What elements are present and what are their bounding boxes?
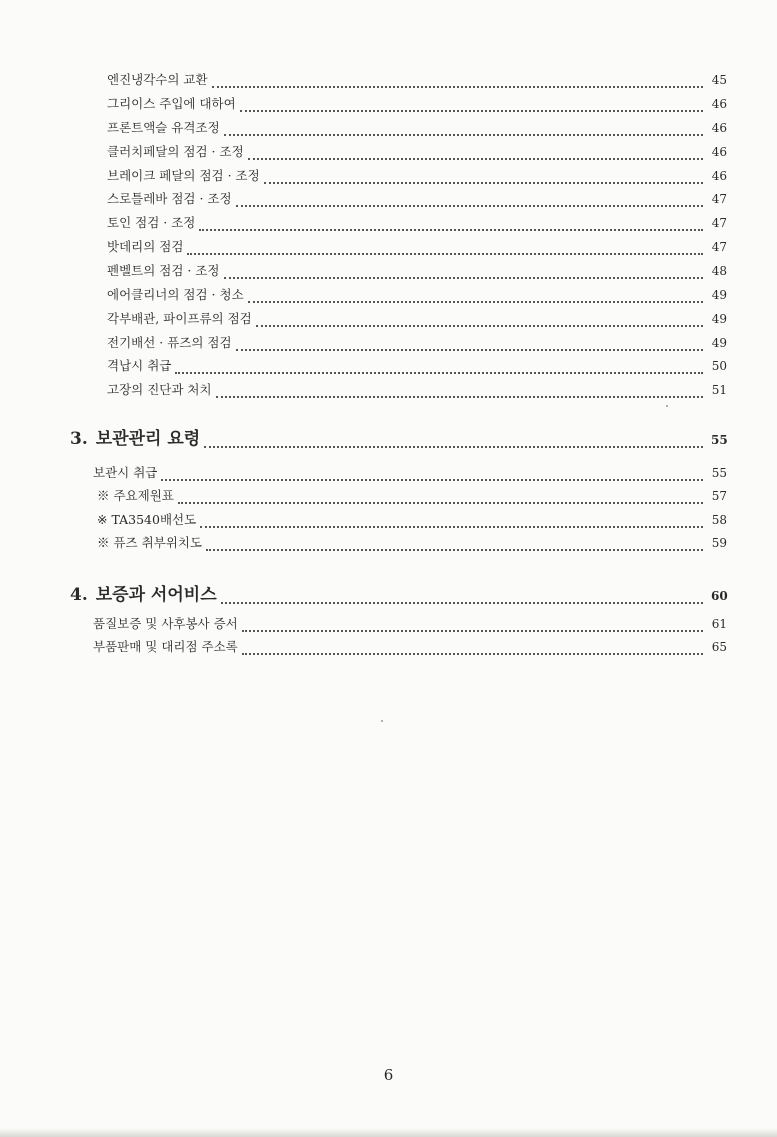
toc-entry-page: 61 bbox=[711, 617, 727, 631]
toc-entry bbox=[107, 333, 727, 355]
toc-entry bbox=[93, 614, 727, 636]
toc-entry bbox=[107, 261, 727, 283]
leader-dots bbox=[161, 479, 703, 481]
toc-entry bbox=[107, 356, 727, 378]
leader-dots bbox=[248, 158, 703, 160]
toc-entry-title: 브레이크 페달의 점검 · 조정 bbox=[107, 168, 260, 183]
toc-entry-title: 품질보증 및 사후봉사 증서 bbox=[93, 616, 238, 631]
toc-entry-title: 엔진냉각수의 교환 bbox=[107, 72, 208, 87]
section-heading-title bbox=[70, 424, 204, 449]
toc-entry-page: 47 bbox=[711, 216, 727, 230]
leader-dots bbox=[224, 134, 703, 136]
page-number: 6 bbox=[383, 1066, 394, 1084]
section-number: 4. bbox=[70, 585, 88, 605]
toc-entry-title: 에어클리너의 점검 · 청소 bbox=[107, 287, 244, 302]
toc-entry-page: 49 bbox=[711, 312, 727, 326]
toc-entry-page: 55 bbox=[711, 433, 728, 447]
toc-entry-title: ※ 퓨즈 취부위치도 bbox=[97, 535, 202, 550]
toc-entry-page: 51 bbox=[711, 383, 727, 397]
toc-entry-title: 부품판매 및 대리점 주소록 bbox=[93, 639, 238, 654]
leader-dots bbox=[178, 502, 703, 504]
toc-entry bbox=[107, 213, 727, 235]
toc-entry-title: 고장의 진단과 처치 bbox=[107, 382, 212, 397]
leader-dots bbox=[242, 653, 703, 655]
toc-entry bbox=[97, 486, 727, 508]
leader-dots bbox=[221, 602, 703, 604]
leader-dots bbox=[212, 86, 703, 88]
leader-dots bbox=[242, 630, 703, 632]
scan-speck bbox=[381, 720, 383, 722]
toc-entry bbox=[97, 533, 727, 555]
scan-speck bbox=[666, 405, 668, 407]
section-number: 3. bbox=[70, 429, 88, 449]
toc-entry bbox=[107, 142, 727, 164]
scan-bottom-edge bbox=[0, 1128, 777, 1137]
leader-dots bbox=[264, 182, 703, 184]
section-heading-title bbox=[70, 580, 221, 605]
toc-entry bbox=[107, 118, 727, 140]
toc-section-heading bbox=[70, 580, 727, 608]
toc-entry-title: ※ TA3540배선도 bbox=[97, 512, 197, 527]
toc-entry-title: 보관시 취급 bbox=[93, 465, 158, 480]
toc-entry-page: 46 bbox=[711, 169, 727, 183]
toc-entry-title: 전기배선 · 퓨즈의 점검 bbox=[107, 335, 232, 350]
toc-entry-title: 각부배관, 파이프류의 점검 bbox=[107, 311, 252, 326]
toc-entry-page: 50 bbox=[711, 359, 727, 373]
leader-dots bbox=[240, 110, 703, 112]
leader-dots bbox=[256, 325, 703, 327]
section-title: 보관관리 요령 bbox=[95, 429, 201, 449]
section-title: 보증과 서어비스 bbox=[95, 585, 217, 605]
leader-dots bbox=[236, 205, 703, 207]
toc-entry-title: 스로틀레바 점검 · 조정 bbox=[107, 191, 232, 206]
toc-section-heading bbox=[70, 424, 727, 452]
leader-dots bbox=[175, 372, 703, 374]
toc-entry bbox=[107, 309, 727, 331]
toc-entry-page: 59 bbox=[711, 536, 727, 550]
toc-entry-page: 65 bbox=[711, 640, 727, 654]
toc-entry-title: 그리이스 주입에 대하여 bbox=[107, 96, 236, 111]
toc-entry bbox=[107, 70, 727, 92]
toc-entry-page: 48 bbox=[711, 264, 727, 278]
toc-entry-page: 49 bbox=[711, 336, 727, 350]
toc-entry-title: 프론트액슬 유격조정 bbox=[107, 120, 220, 135]
toc-entry bbox=[107, 94, 727, 116]
leader-dots bbox=[199, 229, 703, 231]
leader-dots bbox=[248, 301, 703, 303]
toc-entry bbox=[107, 166, 727, 188]
toc-entry-page: 57 bbox=[711, 489, 727, 503]
toc-entry-title: 밧데리의 점검 bbox=[107, 239, 184, 254]
toc-entry-page: 60 bbox=[711, 589, 728, 603]
toc-entry bbox=[107, 285, 727, 307]
toc-entry bbox=[93, 463, 727, 485]
leader-dots bbox=[204, 446, 703, 448]
toc-entry bbox=[107, 380, 727, 402]
toc-entry-page: 49 bbox=[711, 288, 727, 302]
toc-entry-page: 46 bbox=[711, 121, 727, 135]
leader-dots bbox=[206, 549, 703, 551]
toc-entry-page: 45 bbox=[711, 73, 727, 87]
toc-entry-page: 46 bbox=[711, 97, 727, 111]
leader-dots bbox=[236, 349, 703, 351]
leader-dots bbox=[187, 253, 703, 255]
toc-entry-title: 격납시 취급 bbox=[107, 358, 172, 373]
leader-dots bbox=[216, 396, 703, 398]
toc-entry-title: ※ 주요제원표 bbox=[97, 488, 174, 503]
toc-entry-page: 58 bbox=[711, 513, 727, 527]
leader-dots bbox=[200, 526, 703, 528]
toc-entry-page: 55 bbox=[711, 466, 727, 480]
toc-entry-title: 토인 점검 · 조정 bbox=[107, 215, 196, 230]
toc-entry-page: 47 bbox=[711, 240, 727, 254]
toc-entry-title: 펜벨트의 점검 · 조정 bbox=[107, 263, 220, 278]
leader-dots bbox=[224, 277, 704, 279]
toc-entry bbox=[107, 237, 727, 259]
toc-entry bbox=[97, 510, 727, 532]
toc-entry-page: 46 bbox=[711, 145, 727, 159]
toc-entry bbox=[107, 189, 727, 211]
toc-entry bbox=[93, 637, 727, 659]
toc-entry-page: 47 bbox=[711, 192, 727, 206]
toc-entry-title: 클러치페달의 점검 · 조정 bbox=[107, 144, 244, 159]
